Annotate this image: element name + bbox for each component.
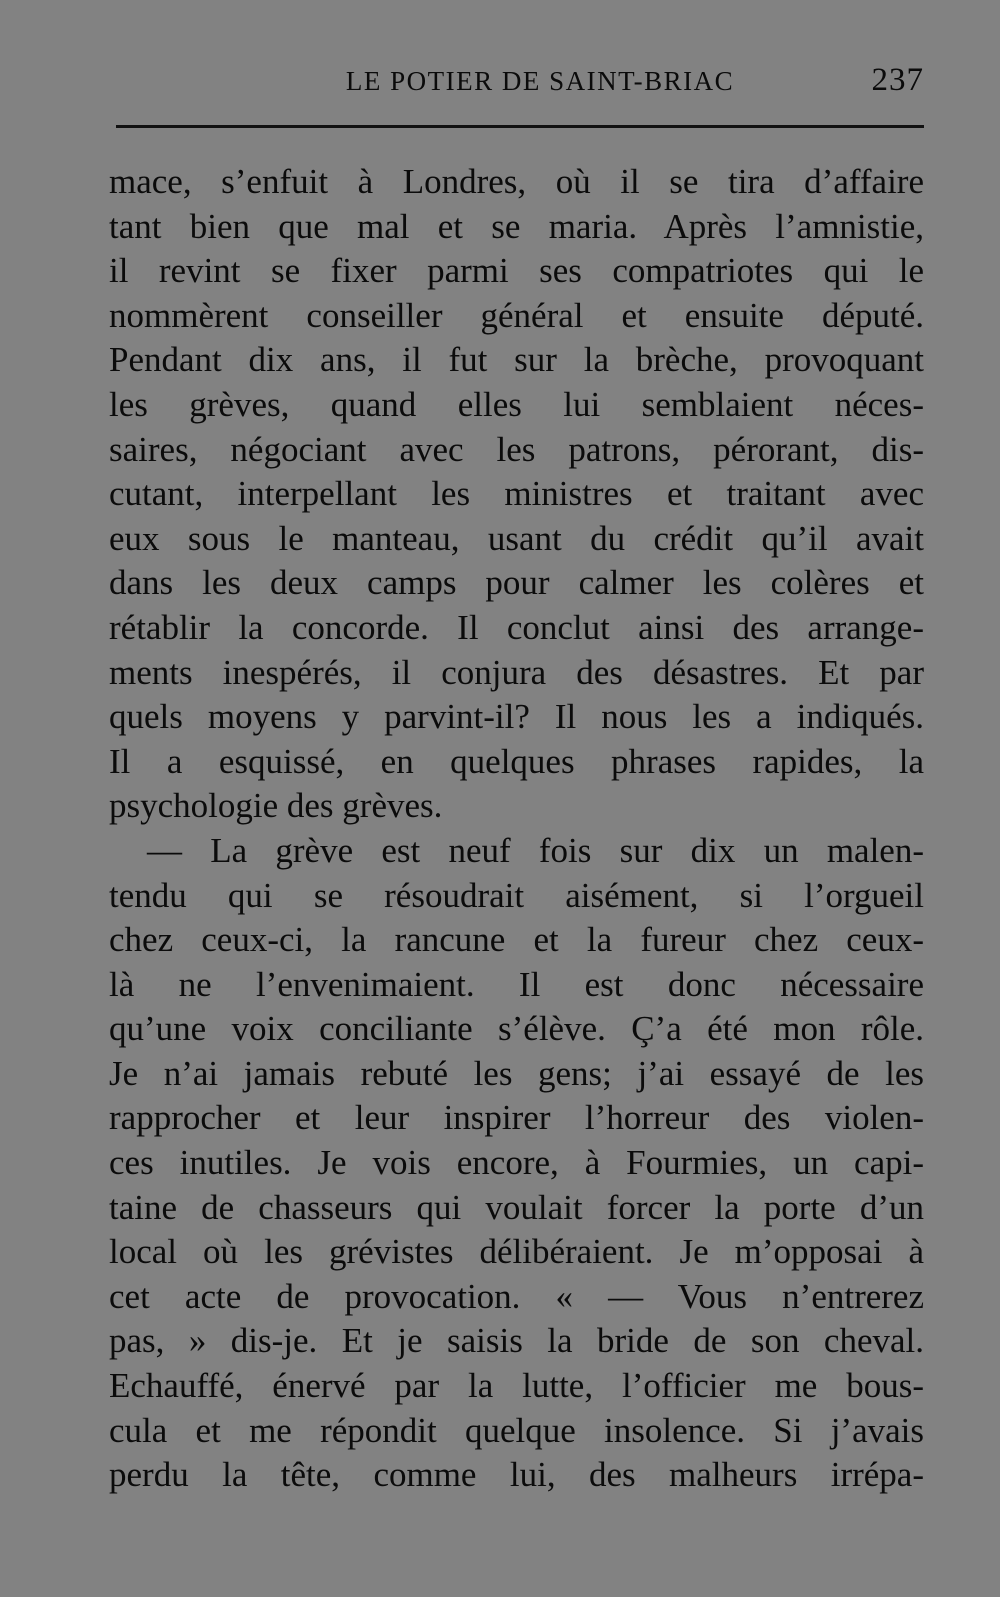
text-line: tendu qui se résoudrait aisément, si l’orgueil [109,875,924,915]
text-line: il revint se fixer parmi ses compatriotes qui le [109,251,924,291]
text-line: dans les deux camps pour calmer les colères et [109,563,924,603]
text-line: taine de chasseurs qui voulait forcer la porte d’un [109,1187,924,1227]
text-line: — La grève est neuf fois sur dix un malen- [147,830,924,870]
text-line: local où les grévistes délibéraient. Je m’opposai à [109,1232,924,1272]
text-line: cet acte de provocation. « — Vous n’entrerez [109,1276,924,1316]
text-line: psychologie des grèves. [109,786,443,826]
text-line: Echauffé, énervé par la lutte, l’officier me bous- [109,1366,924,1406]
text-line: qu’une voix conciliante s’élève. Ç’a été mon rôle. [109,1009,924,1049]
running-title: LE POTIER DE SAINT-BRIAC [345,66,735,96]
text-line: ments inespérés, il conjura des désastres. Et par [109,652,924,692]
text-line: ces inutiles. Je vois encore, à Fourmies, un capi- [109,1143,924,1183]
text-line: Pendant dix ans, il fut sur la brèche, provoquant [109,340,924,380]
text-line: les grèves, quand elles lui semblaient néces- [109,384,924,424]
page-header [116,60,924,104]
text-line: nommèrent conseiller général et ensuite député. [109,295,924,335]
text-line: pas, » dis-je. Et je saisis la bride de son cheval. [109,1321,924,1361]
text-line: perdu la tête, comme lui, des malheurs irrépa- [109,1455,924,1495]
text-line: quels moyens y parvint-il? Il nous les a indiqués. [109,697,924,737]
text-line: cula et me répondit quelque insolence. Si j’avais [109,1410,924,1450]
body-text [109,160,924,1498]
text-line: cutant, interpellant les ministres et traitant avec [109,474,924,514]
text-line: mace, s’enfuit à Londres, où il se tira d’affaire [109,162,924,201]
text-line: saires, négociant avec les patrons, pérorant, dis- [109,429,924,469]
page-number: 237 [871,62,924,98]
header-rule [116,125,924,128]
text-line: là ne l’envenimaient. Il est donc nécessaire [109,964,924,1004]
text-line: eux sous le manteau, usant du crédit qu’il avait [109,518,924,558]
text-line: Je n’ai jamais rebuté les gens; j’ai essayé de les [109,1053,924,1093]
text-line: rapprocher et leur inspirer l’horreur des violen- [109,1098,924,1138]
text-line: tant bien que mal et se maria. Après l’amnistie, [109,206,924,246]
text-line: Il a esquissé, en quelques phrases rapides, la [109,741,924,781]
text-line: rétablir la concorde. Il conclut ainsi des arrange- [109,607,924,647]
text-line: chez ceux-ci, la rancune et la fureur chez ceux- [109,920,924,960]
